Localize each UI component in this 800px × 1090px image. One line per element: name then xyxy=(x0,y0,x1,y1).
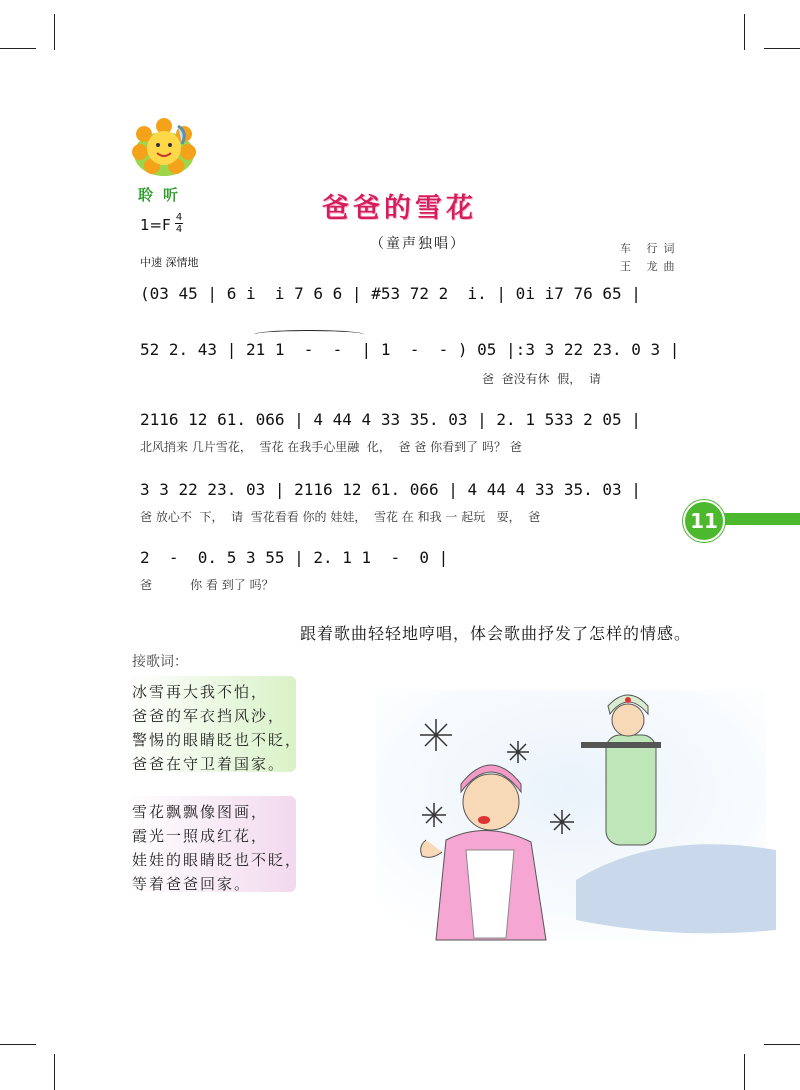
crop-mark xyxy=(764,1044,800,1045)
lyricist-credit: 车 行词 xyxy=(620,242,681,255)
verse-1-line-1: 冰雪再大我不怕， xyxy=(132,683,269,701)
slur xyxy=(254,330,364,339)
instruction-text: 跟着歌曲轻轻地哼唱，体会歌曲抒发了怎样的情感。 xyxy=(300,624,692,643)
verse-2-line-1: 雪花飘飘像图画， xyxy=(132,803,269,821)
verse-1-line-3: 警惕的眼睛眨也不眨， xyxy=(132,731,303,749)
score-line-5: 2 - 0. 5 3 55 | 2. 1 1 - 0 | xyxy=(140,548,449,567)
verse-2-line-3: 娃娃的眼睛眨也不眨， xyxy=(132,851,303,869)
listen-tag: 聆听 xyxy=(138,186,189,204)
sunflower-mascot-icon xyxy=(128,112,200,184)
follow-lyrics-label: 接歌词： xyxy=(132,654,188,670)
verse-1-line-4: 爸爸在守卫着国家。 xyxy=(132,755,286,773)
lyric-line-3: 北风捎来 几片雪花， 雪花 在我手心里融 化， 爸 爸 你看到了 吗？ 爸 xyxy=(140,440,522,454)
composer-credit: 王 龙曲 xyxy=(620,260,681,273)
lyric-line-4: 爸 放心不 下， 请 雪花看看 你的 娃娃， 雪花 在 和我 一 起玩 耍， 爸 xyxy=(140,510,541,524)
score-line-1: (03 45 | 6 i i 7 6 6 | #53 72 2 i. | 0i i7 76 65 | xyxy=(140,284,641,303)
lyric-line-5: 爸 你 看 到了 吗？ xyxy=(140,578,274,592)
crop-mark xyxy=(744,1054,745,1090)
page-number: 11 xyxy=(683,500,725,542)
crop-mark xyxy=(764,48,800,49)
crop-mark xyxy=(0,1044,36,1045)
verse-2-line-2: 霞光一照成红花， xyxy=(132,827,269,845)
meter-top: 4 xyxy=(175,212,183,223)
key-signature: 1=F xyxy=(140,216,171,234)
crop-mark xyxy=(0,48,36,49)
score-line-2: 52 2. 43 | 21 1 - - | 1 - - ) 05 |:3 3 22 23. 0 3 | xyxy=(140,340,680,359)
score-line-3: 2116 12 61. 066 | 4 44 4 33 35. 03 | 2. 1 533 2 05 | xyxy=(140,410,641,429)
page-number-tab xyxy=(683,500,800,540)
meter-bottom: 4 xyxy=(175,224,183,235)
snow-scene-illustration xyxy=(356,680,776,950)
time-signature xyxy=(174,212,184,235)
song-title: 爸爸的雪花 xyxy=(322,193,477,224)
crop-mark xyxy=(744,14,745,50)
tempo-marking: 中速 深情地 xyxy=(140,256,199,269)
crop-mark xyxy=(54,1054,55,1090)
song-subtitle: （童声独唱） xyxy=(370,236,466,252)
verse-2-line-4: 等着爸爸回家。 xyxy=(132,875,252,893)
score-line-4: 3 3 22 23. 03 | 2116 12 61. 066 | 4 44 4 33 35. 03 | xyxy=(140,480,641,499)
lyric-line-2: 爸 爸没有休 假， 请 xyxy=(482,372,601,386)
verse-1-line-2: 爸爸的军衣挡风沙， xyxy=(132,707,286,725)
crop-mark xyxy=(54,14,55,50)
